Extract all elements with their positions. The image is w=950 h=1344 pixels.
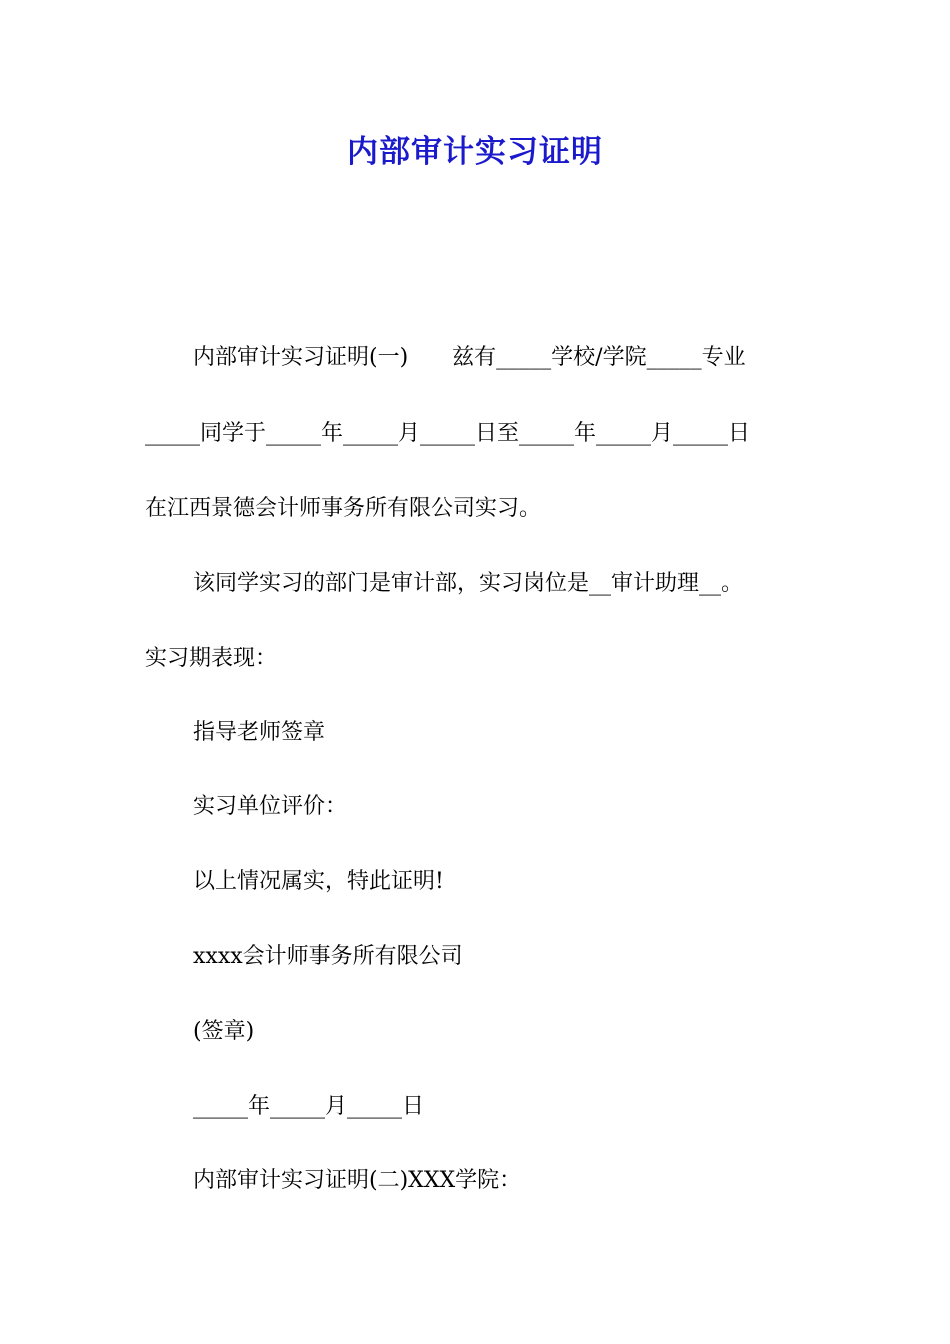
paragraph-line-5: 实习期表现： <box>145 646 278 671</box>
paragraph-line-6: 指导老师签章 <box>193 720 326 745</box>
paragraph-line-3: 在江西景德会计师事务所有限公司实习。 <box>145 496 542 521</box>
paragraph-line-2: _____同学于_____年_____月_____日至_____年_____月_____日 <box>145 421 751 446</box>
paragraph-line-8: 以上情况属实，特此证明! <box>193 869 444 894</box>
paragraph-line-10: (签章) <box>193 1019 255 1044</box>
paragraph-line-9: xxxx会计师事务所有限公司 <box>193 944 463 969</box>
paragraph-line-11: _____年_____月_____日 <box>193 1094 425 1119</box>
paragraph-line-7: 实习单位评价： <box>193 794 348 819</box>
document-title: 内部审计实习证明 <box>347 134 603 170</box>
paragraph-line-1: 内部审计实习证明(一) 兹有_____学校/学院_____专业 <box>193 345 746 370</box>
paragraph-line-4: 该同学实习的部门是审计部，实习岗位是__审计助理__。 <box>193 571 744 596</box>
paragraph-line-12: 内部审计实习证明(二)XXX学院： <box>193 1168 522 1193</box>
